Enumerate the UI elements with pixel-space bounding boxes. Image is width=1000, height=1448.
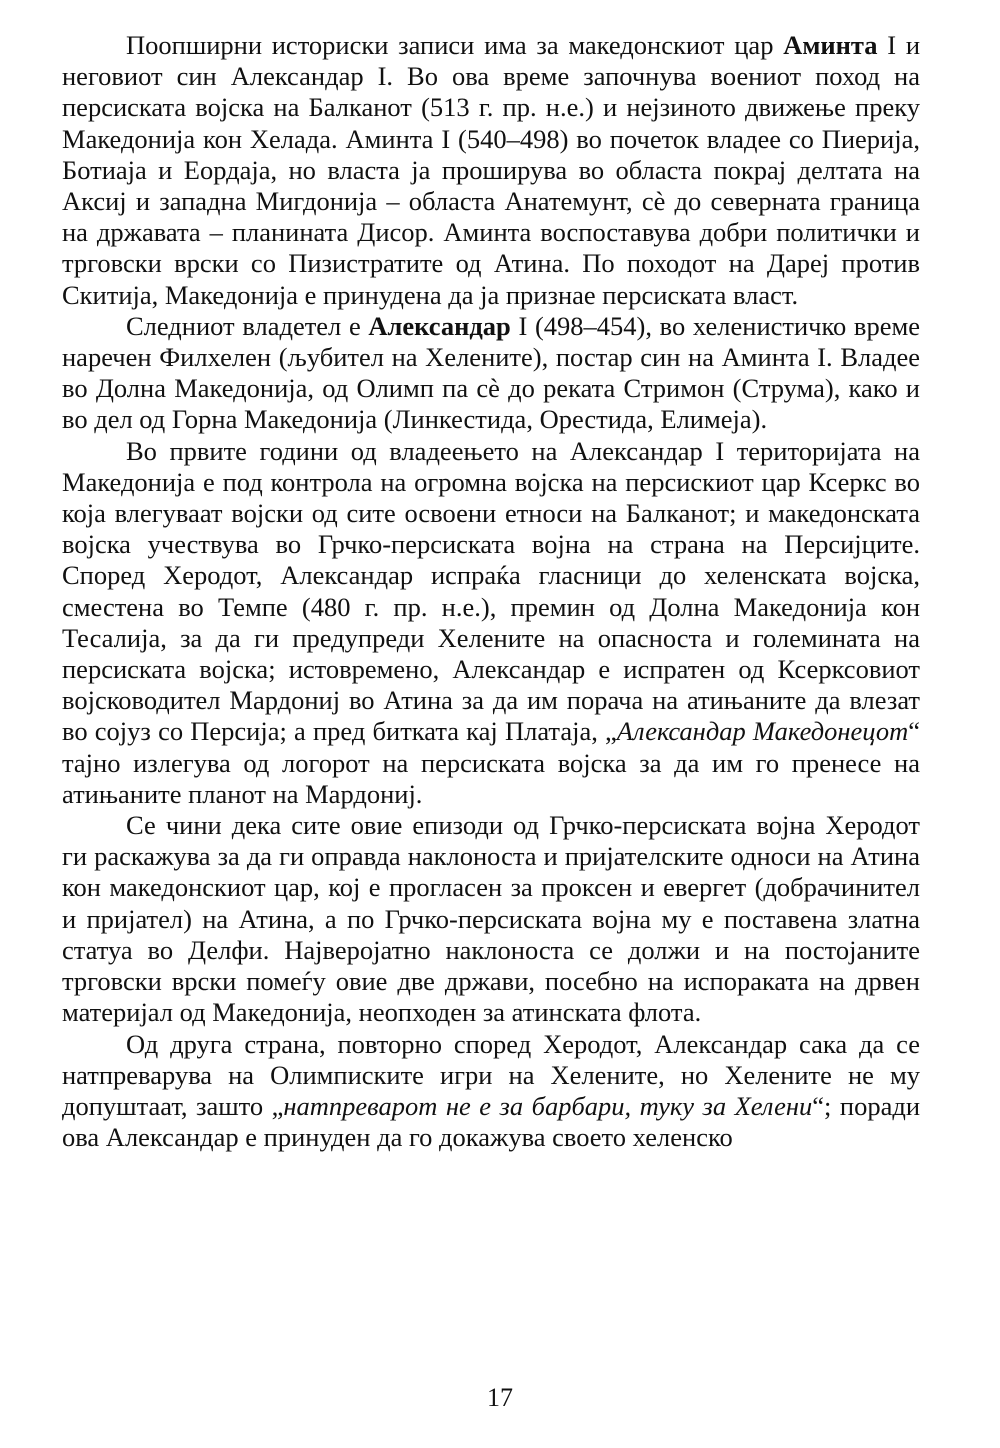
- page-body: [62, 30, 920, 1153]
- paragraph-1: [62, 30, 920, 311]
- paragraph-5-text-1: Од друга страна, повторно според Херодот, Александар сака да се натпреварува на Олимписките игри на Хелените, но Хелените не му допуштаат, зашто „: [62, 1028, 920, 1121]
- paragraph-3-text-1: Во првите години од владеењето на Александар I територијата на Македонија е под контрола на огромна војска на персискиот цар Ксеркс во која влегуваат војски од сите освоени етноси на Балканот; и македонската војска учествува во Грчко-персиската војна на страна на Персијците. Според Херодот, Александар испраќа гласници до хеленската војска, сместена во Темпе (480 г. пр. н.е.), премин од Долна Македонија кон Тесалија, за да ги предупреди Хелените на опасноста и големината на персиската војска; истовремено, Александар е испратен од Ксерксовиот војсководител Мардониј во Атина за да им порача на атињаните да влезат во сојуз со Персија; а пред битката кај Платаја, „: [62, 435, 920, 747]
- paragraph-3-italic-quote: Александар Македонецот: [616, 716, 909, 747]
- paragraph-2-bold-name: Александар: [368, 310, 511, 341]
- paragraph-1-text-2: I и неговиот син Александар I. Во ова време започнува воениот поход на персиската војска на Балканот (513 г. пр. н.е.) и нејзиното движење преку Македонија кон Хелада. Аминта I (540–498) во почеток владее со Пиерија, Ботиаја и Еордаја, но власта ја проширува во областа покрај делтата на Аксиј и западна Мигдонија – областа Анатемунт, сѐ до северната граница на државата – планината Дисор. Аминта воспоставува добри политички и трговски врски со Пизистратите од Атина. По походот на Дареј против Скитија, Македонија е принудена да ја признае персиската власт.: [62, 30, 920, 310]
- paragraph-5-text-2: “; поради ова Александар е принуден да го докажува своето хеленско: [62, 1090, 921, 1153]
- paragraph-4: [62, 810, 920, 1028]
- paragraph-2: [62, 311, 920, 436]
- paragraph-5-italic-quote: натпреварот не е за барбари, туку за Хелени: [283, 1090, 813, 1121]
- paragraph-1-bold-name: Аминта: [783, 30, 878, 60]
- paragraph-4-text-1: Се чини дека сите овие епизоди од Грчко-персиската војна Херодот ги раскажува за да ги оправда наклоноста и пријателските односи на Атина кон македонскиот цар, кој е прогласен за проксен и евергет (добрачинител и пријател) на Атина, а по Грчко-персиската војна му е поставена златна статуа во Делфи. Најверојатно наклоноста се должи и на постојаните трговски врски помеѓу овие две држави, посебно на испораката на дрвен материјал од Македонија, неопходен за атинската флота.: [62, 810, 920, 1028]
- paragraph-3-text-2: “ тајно излегува од логорот на персиската војска за да им го пренесе на атињаните планот на Мардониј.: [62, 716, 920, 809]
- paragraph-3: [62, 436, 920, 810]
- page-number: 17: [487, 1383, 513, 1412]
- paragraph-2-text-2: I (498–454), во хеленистичко време наречен Филхелен (љубител на Хелените), постар син на Аминта I. Владее во Долна Македонија, од Олимп па сѐ до реката Стримон (Струма), како и во дел од Горна Македонија (Линкестида, Орестида, Елимеја).: [62, 310, 920, 435]
- paragraph-5: [62, 1029, 920, 1154]
- paragraph-2-text-1: Следниот владетел е: [126, 310, 369, 341]
- paragraph-1-text-1: Поопширни историски записи има за македонскиот цар: [126, 30, 784, 60]
